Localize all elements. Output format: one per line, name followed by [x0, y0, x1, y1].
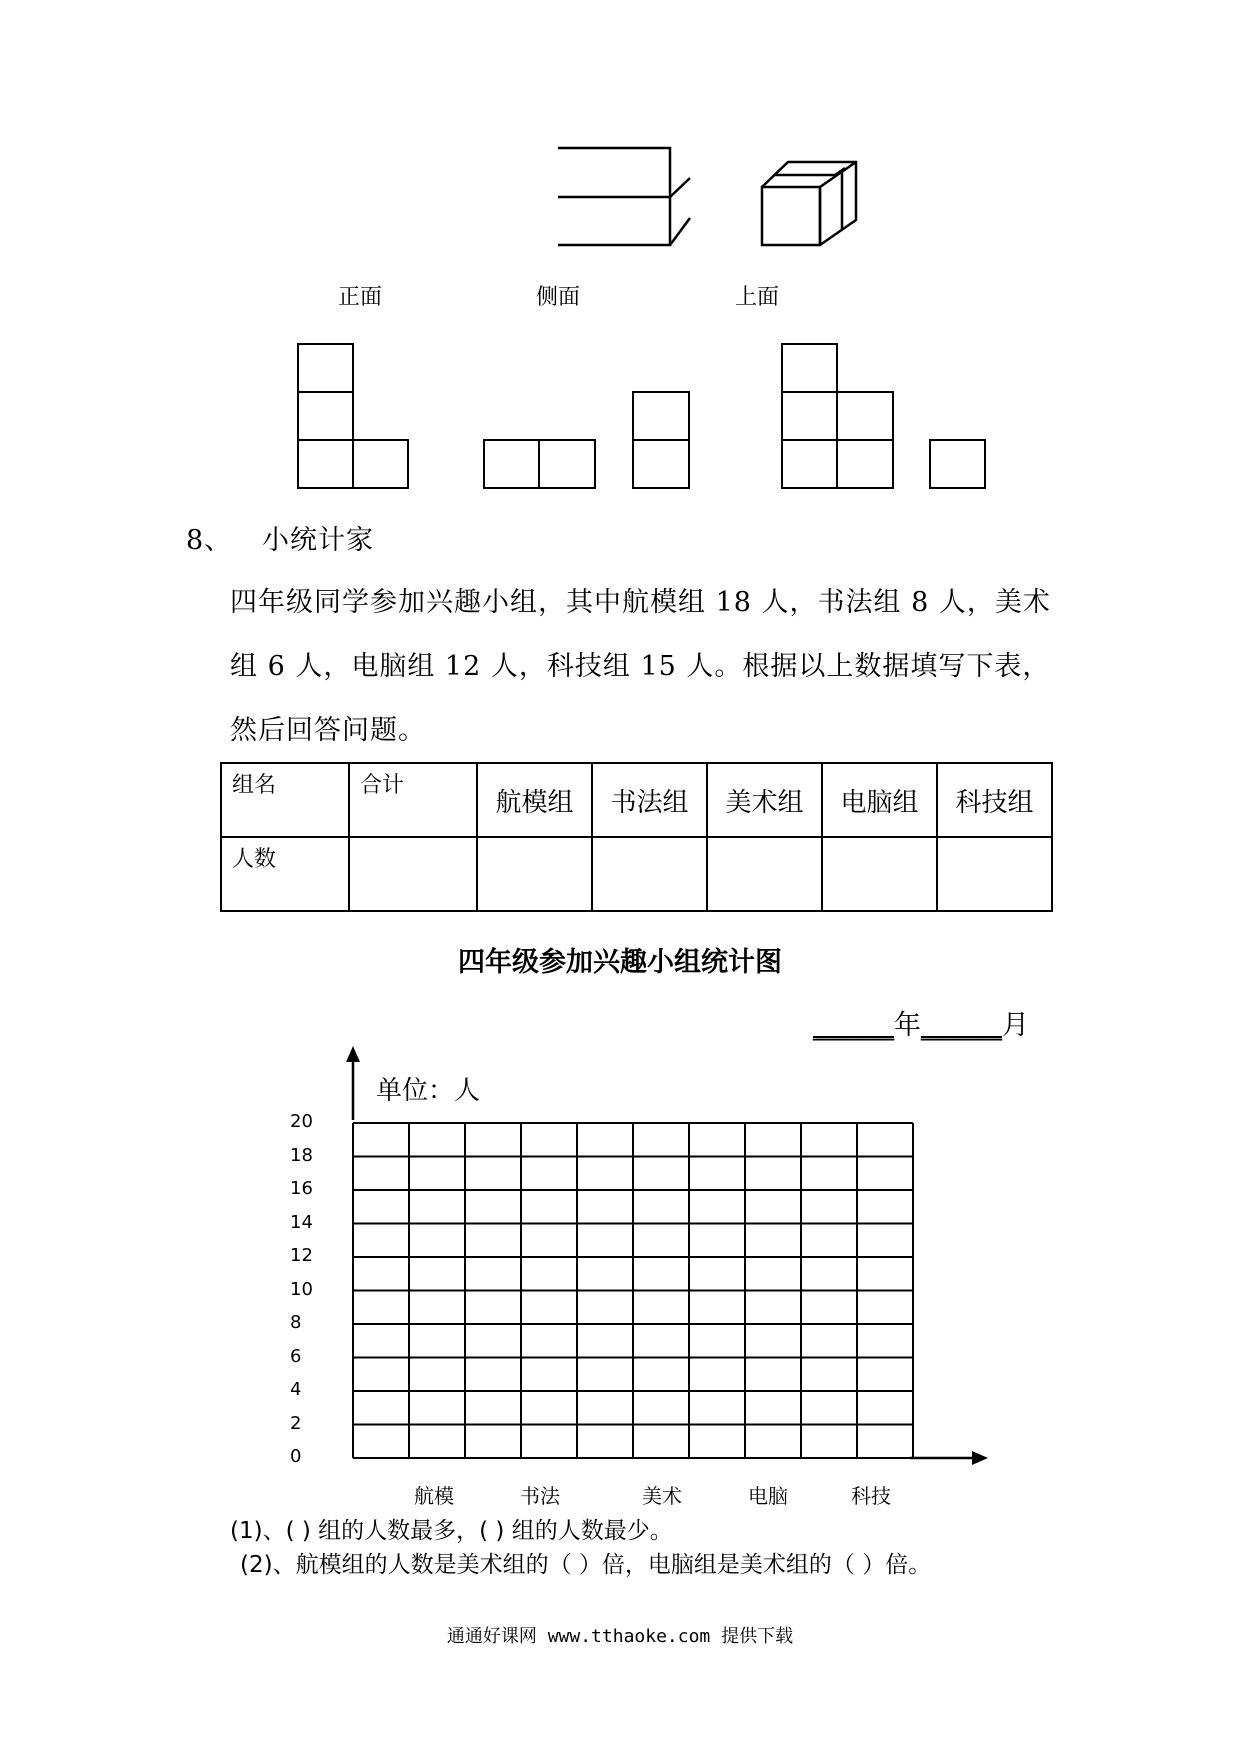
month-label: 月	[1002, 1010, 1029, 1041]
y-tick-label: 20	[290, 1111, 313, 1132]
x-category-label: 书法	[520, 1484, 560, 1508]
table-header-cell: 美术组	[707, 763, 822, 837]
question-number: 8、	[186, 525, 233, 556]
y-tick-label: 18	[290, 1144, 313, 1166]
view-label-front: 正面	[338, 285, 383, 310]
chart-title: 四年级参加兴趣小组统计图	[458, 947, 782, 978]
table-header-cell: 电脑组	[822, 763, 937, 837]
table-header-cell: 组名	[221, 763, 349, 837]
y-axis-arrow	[346, 1046, 360, 1120]
chart-grid	[353, 1123, 913, 1458]
y-tick-label: 2	[290, 1412, 302, 1434]
x-axis-arrow	[910, 1451, 988, 1465]
view-label-top: 上面	[735, 285, 780, 310]
y-tick-label: 6	[290, 1345, 302, 1367]
paragraph-line: 四年级同学参加兴趣小组，其中航模组 18 人，书法组 8 人，美术	[230, 587, 1051, 618]
y-tick-label: 4	[290, 1379, 302, 1400]
y-tick-label: 12	[290, 1245, 313, 1266]
year-label: 年	[894, 1010, 921, 1041]
x-category-label: 电脑	[748, 1484, 788, 1508]
x-category-label: 科技	[851, 1484, 891, 1508]
sub-question-1: (1)、( ) 组的人数最多，( ) 组的人数最少。	[230, 1518, 673, 1544]
year-blank[interactable]: ______	[813, 1010, 894, 1041]
x-category-label: 美术	[642, 1484, 682, 1508]
table-header-cell: 航模组	[477, 763, 592, 837]
y-tick-label: 10	[290, 1278, 313, 1300]
y-tick-label: 16	[290, 1178, 313, 1199]
y-tick-label: 8	[290, 1312, 302, 1333]
y-tick-label: 14	[290, 1211, 313, 1233]
footer-text: 通通好课网 www.tthaoke.com 提供下载	[446, 1626, 794, 1647]
sub-question-2: (2)、航模组的人数是美术组的（ ）倍，电脑组是美术组的（ ）倍。	[240, 1552, 932, 1578]
paragraph-line: 组 6 人，电脑组 12 人，科技组 15 人。根据以上数据填写下表，	[230, 651, 1051, 682]
y-axis-unit-label: 单位：人	[376, 1076, 481, 1106]
question-title: 小统计家	[262, 525, 374, 556]
month-blank[interactable]: ______	[921, 1010, 1002, 1041]
table-header-cell: 合计	[349, 763, 477, 837]
table-header-cell: 书法组	[592, 763, 707, 837]
table-header-cell: 科技组	[937, 763, 1052, 837]
view-label-side: 侧面	[536, 285, 581, 310]
table-row-label: 人数	[221, 837, 349, 911]
paragraph-line: 然后回答问题。	[230, 715, 426, 746]
y-tick-label: 0	[290, 1446, 302, 1467]
x-category-label: 航模	[414, 1484, 454, 1508]
